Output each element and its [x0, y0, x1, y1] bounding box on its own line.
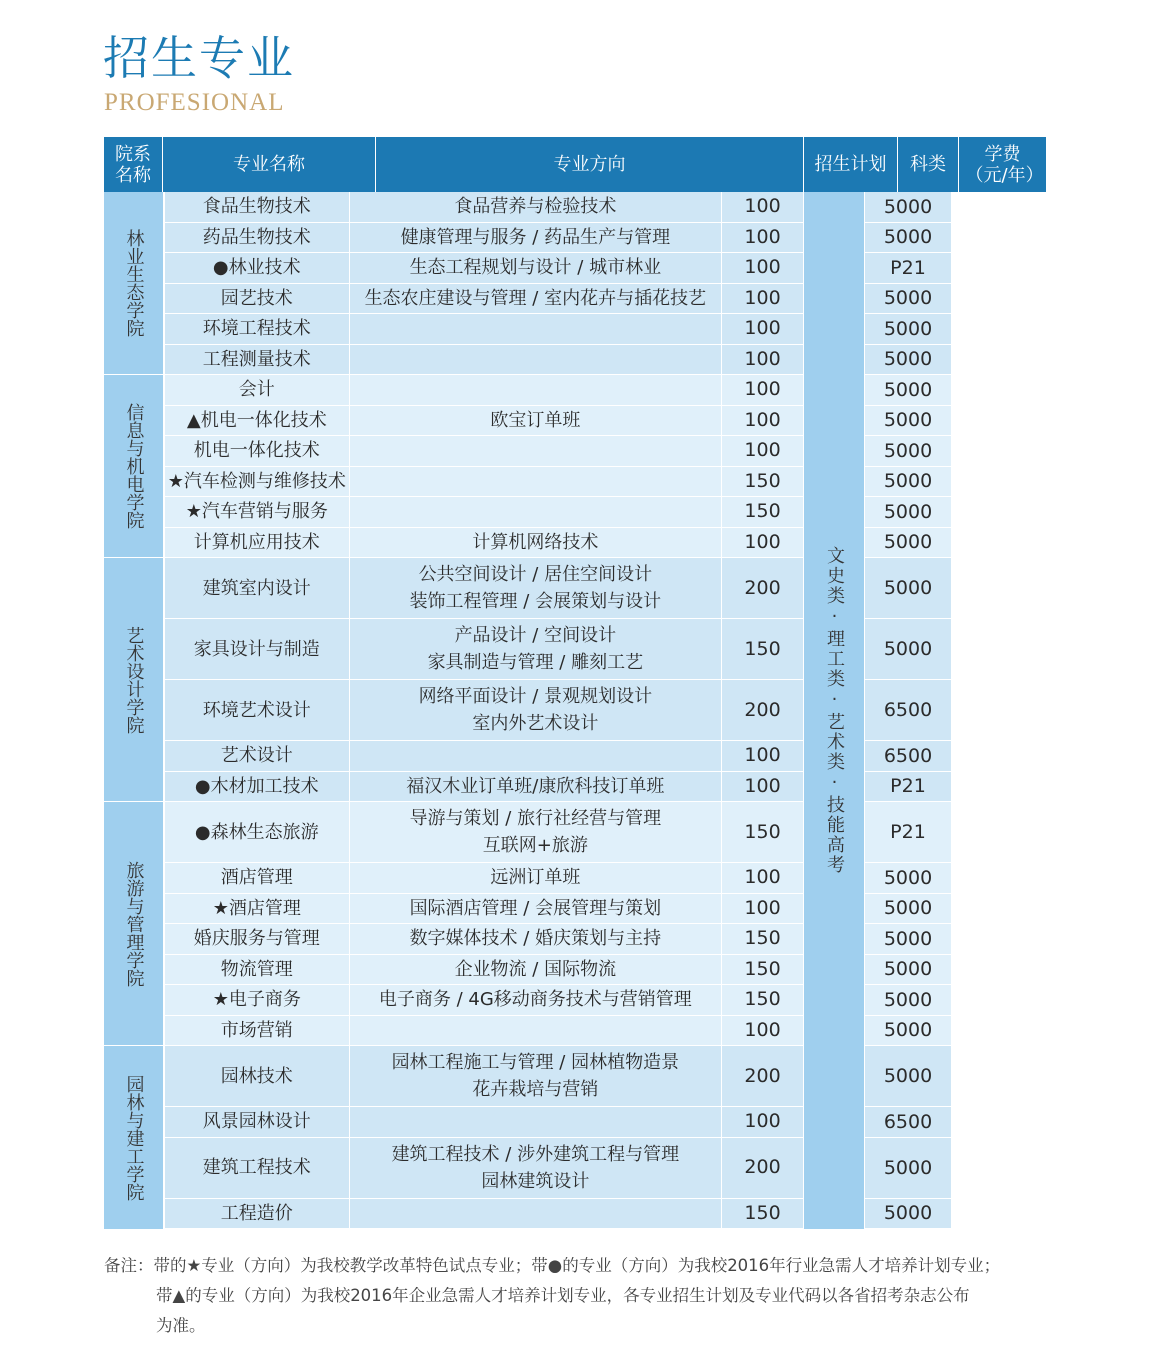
- footnote-line-3: 为准。: [156, 1316, 206, 1335]
- major-name: 工程测量技术: [163, 345, 349, 375]
- tuition-fee: 5000: [864, 314, 951, 345]
- category-value: 文史类·理工类·艺术类·技能高考: [824, 546, 845, 875]
- major-name: 物流管理: [163, 955, 349, 985]
- department-cell: [104, 192, 163, 375]
- tuition-fee: 6500: [864, 1107, 951, 1138]
- tuition-fee: 5000: [864, 1199, 951, 1230]
- enrollment-plan: 150: [721, 802, 803, 862]
- table-row: [163, 223, 803, 254]
- major-direction: [349, 1016, 722, 1046]
- enrollment-plan: 150: [721, 467, 803, 497]
- table-row: [163, 497, 803, 528]
- category-cell: [803, 192, 864, 1229]
- major-direction: [349, 924, 722, 954]
- fee-column: [864, 192, 951, 1229]
- direction-line: 数字媒体技术 / 婚庆策划与主持: [409, 928, 662, 950]
- tuition-fee: 5000: [864, 375, 951, 406]
- enrollment-plan: 100: [721, 1016, 803, 1046]
- dept-column: [104, 192, 163, 1229]
- major-direction: [349, 345, 722, 375]
- major-direction: [349, 528, 722, 558]
- tuition-fee: P21: [864, 802, 951, 863]
- department-cell: [104, 558, 163, 802]
- tuition-fee: 5000: [864, 558, 951, 619]
- major-name: 园林技术: [163, 1046, 349, 1106]
- direction-line: 电子商务 / 4G移动商务技术与营销管理: [378, 989, 692, 1011]
- tuition-fee: 5000: [864, 985, 951, 1016]
- table-body: [104, 192, 1046, 1229]
- enrollment-plan: 150: [721, 619, 803, 679]
- tuition-fee: 5000: [864, 192, 951, 223]
- direction-line: 计算机网络技术: [472, 531, 599, 553]
- enrollment-plan: 100: [721, 223, 803, 253]
- tuition-fee: 5000: [864, 924, 951, 955]
- tuition-fee: P21: [864, 253, 951, 284]
- major-name: ★汽车营销与服务: [163, 497, 349, 527]
- major-name: 环境艺术设计: [163, 680, 349, 740]
- header-fee: 学费（元/年）: [965, 143, 1044, 186]
- enrollment-plan: 100: [721, 436, 803, 466]
- direction-line: 健康管理与服务 / 药品生产与管理: [400, 226, 671, 248]
- enrollment-plan: 100: [721, 406, 803, 436]
- major-direction: [349, 863, 722, 893]
- major-name: ●木材加工技术: [163, 772, 349, 802]
- footnote-line-1: 备注：带的★专业（方向）为我校教学改革特色试点专业；带●的专业（方向）为我校2016年行业急需人才培养计划专业；: [104, 1256, 1001, 1275]
- enrollment-plan: 150: [721, 497, 803, 527]
- department-name: 园林与建工学院: [123, 1074, 145, 1201]
- major-name: 工程造价: [163, 1199, 349, 1229]
- footnote-line-2: 带▲的专业（方向）为我校2016年企业急需人才培养计划专业，各专业招生计划及专业代码以各省招考杂志公布: [156, 1286, 970, 1305]
- table-row: [163, 467, 803, 498]
- tuition-fee: 5000: [864, 345, 951, 376]
- enrollment-plan: 100: [721, 253, 803, 283]
- enrollment-plan: 100: [721, 772, 803, 802]
- direction-line: 公共空间设计 / 居住空间设计: [418, 564, 653, 585]
- major-direction: [349, 1046, 722, 1106]
- direction-line: 装饰工程管理 / 会展策划与设计: [409, 591, 662, 612]
- major-name: 机电一体化技术: [163, 436, 349, 466]
- major-direction: [349, 772, 722, 802]
- major-name: 市场营销: [163, 1016, 349, 1046]
- major-direction: [349, 985, 722, 1015]
- tuition-fee: 5000: [864, 1046, 951, 1107]
- enrollment-plan: 100: [721, 284, 803, 314]
- enrollment-plan: 200: [721, 1046, 803, 1106]
- major-name: 家具设计与制造: [163, 619, 349, 679]
- majors-table: [104, 137, 1046, 1229]
- tuition-fee: 5000: [864, 436, 951, 467]
- enrollment-plan: 100: [721, 345, 803, 375]
- table-row: [163, 863, 803, 894]
- department-name: 林业生态学院: [123, 229, 145, 337]
- direction-line: 家具制造与管理 / 雕刻工艺: [427, 652, 644, 673]
- tuition-fee: 5000: [864, 497, 951, 528]
- major-name: 建筑工程技术: [163, 1138, 349, 1198]
- department-cell: [104, 802, 163, 1046]
- direction-line: 欧宝订单班: [490, 409, 581, 431]
- department-name: 旅游与管理学院: [123, 860, 145, 987]
- direction-line: 产品设计 / 空间设计: [454, 625, 617, 646]
- department-name: 艺术设计学院: [123, 625, 145, 734]
- header-major: 专业名称: [163, 137, 376, 192]
- tuition-fee: 5000: [864, 1016, 951, 1047]
- major-direction: [349, 1138, 722, 1198]
- major-name: 食品生物技术: [163, 192, 349, 222]
- direction-line: 生态工程规划与设计 / 城市林业: [409, 257, 662, 279]
- enrollment-plan: 100: [721, 192, 803, 222]
- table-row: [163, 284, 803, 315]
- tuition-fee: 5000: [864, 406, 951, 437]
- major-name: 婚庆服务与管理: [163, 924, 349, 954]
- direction-line: 花卉栽培与营销: [472, 1079, 599, 1100]
- major-direction: [349, 1199, 722, 1229]
- direction-line: 食品营养与检验技术: [454, 196, 617, 218]
- enrollment-plan: 200: [721, 558, 803, 618]
- table-row: [163, 924, 803, 955]
- table-row: [163, 528, 803, 559]
- direction-line: 导游与策划 / 旅行社经营与管理: [409, 808, 662, 829]
- major-name: 会计: [163, 375, 349, 405]
- header-category: 科类: [898, 137, 959, 192]
- major-direction: [349, 223, 722, 253]
- major-direction: [349, 375, 722, 405]
- major-name: ▲机电一体化技术: [163, 406, 349, 436]
- enrollment-plan: 100: [721, 894, 803, 924]
- table-row: [163, 314, 803, 345]
- direction-line: 远洲订单班: [490, 867, 581, 889]
- tuition-fee: 5000: [864, 223, 951, 254]
- major-name: 酒店管理: [163, 863, 349, 893]
- table-row: [163, 375, 803, 406]
- enrollment-plan: 150: [721, 1199, 803, 1229]
- direction-line: 国际酒店管理 / 会展管理与策划: [409, 897, 662, 919]
- major-direction: [349, 558, 722, 618]
- tuition-fee: 5000: [864, 863, 951, 894]
- header-direction: 专业方向: [376, 137, 804, 192]
- tuition-fee: 5000: [864, 955, 951, 986]
- tuition-fee: 5000: [864, 284, 951, 315]
- major-name: 园艺技术: [163, 284, 349, 314]
- major-name: 药品生物技术: [163, 223, 349, 253]
- table-row: [163, 1016, 803, 1047]
- header-dept: 院系名称: [104, 137, 163, 192]
- enrollment-plan: 150: [721, 985, 803, 1015]
- department-cell: [104, 375, 163, 558]
- major-direction: [349, 253, 722, 283]
- tuition-fee: 6500: [864, 680, 951, 741]
- direction-line: 企业物流 / 国际物流: [454, 958, 617, 980]
- major-direction: [349, 192, 722, 222]
- enrollment-plan: 200: [721, 680, 803, 740]
- major-name: 环境工程技术: [163, 314, 349, 344]
- table-row: [163, 772, 803, 803]
- table-header: [104, 137, 1046, 192]
- page-title: 招生专业: [103, 31, 295, 85]
- major-direction: [349, 619, 722, 679]
- major-direction: [349, 741, 722, 771]
- major-direction: [349, 955, 722, 985]
- tuition-fee: 5000: [864, 528, 951, 559]
- direction-line: 园林建筑设计: [481, 1170, 590, 1192]
- major-direction: [349, 802, 722, 862]
- table-row: [163, 406, 803, 437]
- table-row: [163, 680, 803, 741]
- major-name: ●林业技术: [163, 253, 349, 283]
- major-name: 艺术设计: [163, 741, 349, 771]
- major-name: 建筑室内设计: [163, 558, 349, 618]
- rows-column: [163, 192, 803, 1229]
- major-direction: [349, 314, 722, 344]
- table-row: [163, 619, 803, 680]
- table-row: [163, 894, 803, 925]
- major-direction: [349, 497, 722, 527]
- major-name: ●森林生态旅游: [163, 802, 349, 862]
- tuition-fee: 5000: [864, 1138, 951, 1199]
- enrollment-plan: 150: [721, 955, 803, 985]
- department-name: 信息与机电学院: [123, 403, 145, 529]
- table-row: [163, 1046, 803, 1107]
- major-direction: [349, 680, 722, 740]
- enrollment-plan: 100: [721, 375, 803, 405]
- tuition-fee: 6500: [864, 741, 951, 772]
- page-subtitle: PROFESIONAL: [104, 89, 285, 116]
- table-row: [163, 345, 803, 376]
- major-direction: [349, 1107, 722, 1137]
- direction-line: 生态农庄建设与管理 / 室内花卉与插花技艺: [364, 287, 707, 309]
- table-row: [163, 1107, 803, 1138]
- major-direction: [349, 406, 722, 436]
- major-name: ★电子商务: [163, 985, 349, 1015]
- enrollment-plan: 150: [721, 924, 803, 954]
- direction-line: 互联网+旅游: [482, 835, 588, 856]
- major-direction: [349, 436, 722, 466]
- table-row: [163, 1199, 803, 1230]
- table-row: [163, 192, 803, 223]
- major-direction: [349, 284, 722, 314]
- enrollment-plan: 200: [721, 1138, 803, 1198]
- header-plan: 招生计划: [804, 137, 898, 192]
- tuition-fee: 5000: [864, 894, 951, 925]
- tuition-fee: 5000: [864, 619, 951, 680]
- enrollment-plan: 100: [721, 741, 803, 771]
- tuition-fee: 5000: [864, 467, 951, 498]
- direction-line: 室内外艺术设计: [472, 713, 599, 734]
- direction-line: 网络平面设计 / 景观规划设计: [418, 686, 653, 707]
- major-direction: [349, 894, 722, 924]
- enrollment-plan: 100: [721, 863, 803, 893]
- table-row: [163, 741, 803, 772]
- table-row: [163, 436, 803, 467]
- direction-line: 福汉木业订单班/康欣科技订单班: [406, 775, 665, 797]
- table-row: [163, 955, 803, 986]
- table-row: [163, 985, 803, 1016]
- enrollment-plan: 100: [721, 1107, 803, 1137]
- major-name: 风景园林设计: [163, 1107, 349, 1137]
- major-direction: [349, 467, 722, 497]
- enrollment-plan: 100: [721, 528, 803, 558]
- enrollment-plan: 100: [721, 314, 803, 344]
- table-row: [163, 802, 803, 863]
- major-name: 计算机应用技术: [163, 528, 349, 558]
- table-row: [163, 558, 803, 619]
- major-name: ★酒店管理: [163, 894, 349, 924]
- tuition-fee: P21: [864, 772, 951, 803]
- table-row: [163, 1138, 803, 1199]
- major-name: ★汽车检测与维修技术: [163, 467, 349, 497]
- footnote: [104, 1251, 1000, 1341]
- direction-line: 园林工程施工与管理 / 园林植物造景: [391, 1052, 680, 1073]
- department-cell: [104, 1046, 163, 1229]
- table-row: [163, 253, 803, 284]
- direction-line: 建筑工程技术 / 涉外建筑工程与管理: [391, 1143, 680, 1165]
